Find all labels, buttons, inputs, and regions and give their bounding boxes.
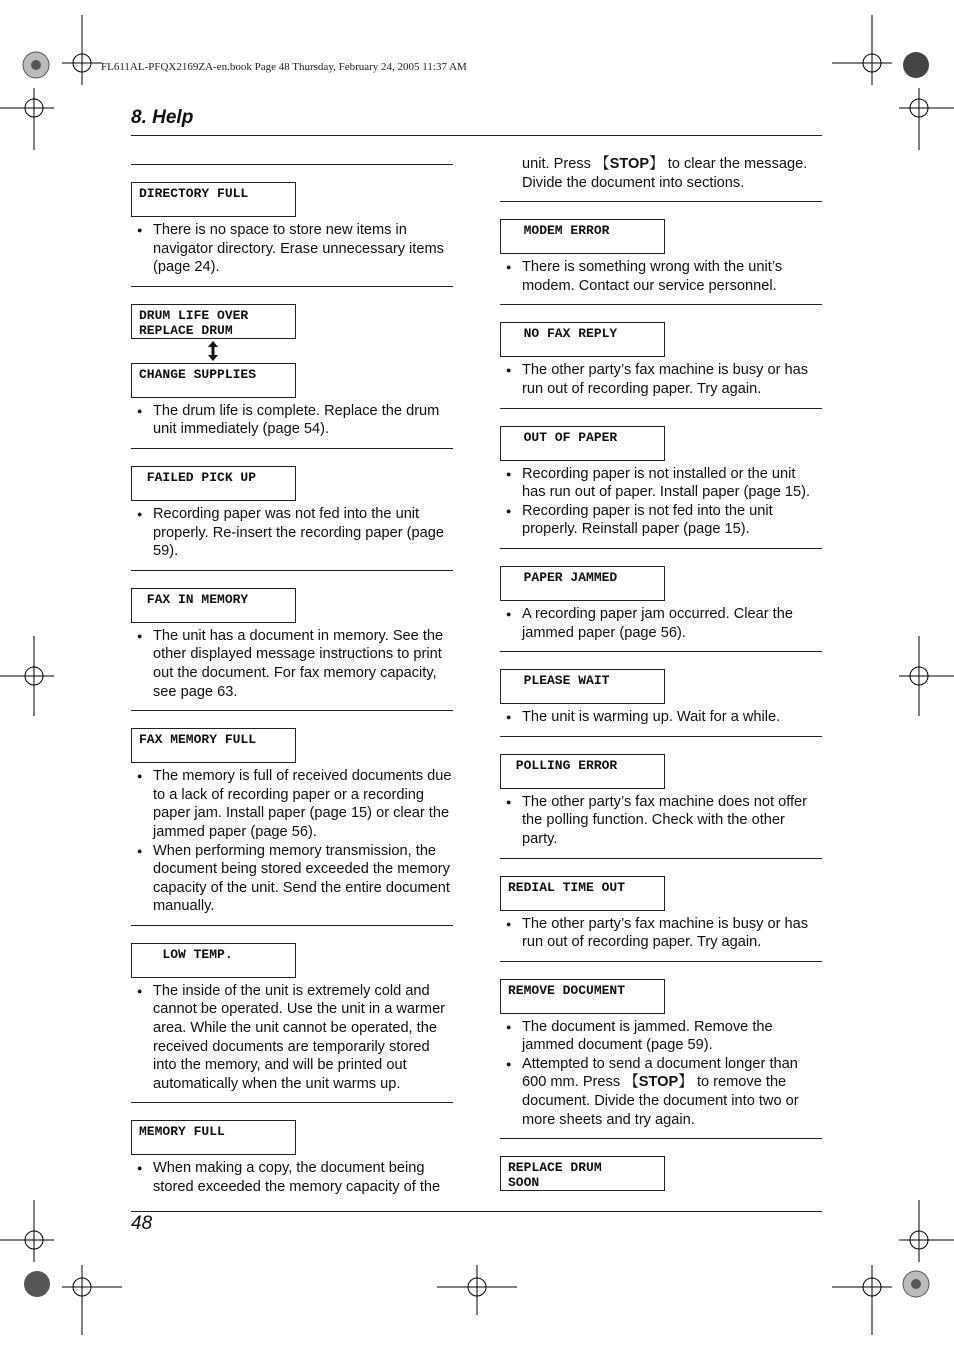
- list-item: ● A recording paper jam occurred. Clear the jammed paper (page 56).: [500, 605, 822, 642]
- bullet-list: [500, 361, 822, 398]
- separator: [500, 1138, 822, 1139]
- right-column: [500, 155, 822, 1191]
- separator: [131, 925, 453, 926]
- crosshair-icon: [832, 15, 892, 85]
- display-message: NO FAX REPLY: [500, 322, 665, 357]
- rosette-icon: [903, 1271, 929, 1297]
- bullet-list: [500, 605, 822, 642]
- list-item: ● The other party’s fax machine is busy or has run out of recording paper. Try again.: [500, 915, 822, 952]
- bullet-list: [500, 793, 822, 849]
- list-item: ● There is no space to store new items in navigator directory. Erase unnecessary items (page 24).: [131, 221, 453, 277]
- bullet-list: [131, 627, 453, 701]
- section-title: 8. Help: [131, 107, 194, 128]
- rosette-icon: [903, 52, 929, 78]
- footer-rule: [131, 1211, 822, 1212]
- text: to remove the document. Divide the document into two or more sheets and try again.: [522, 1074, 799, 1128]
- display-message: POLLING ERROR: [500, 754, 665, 789]
- display-message: DIRECTORY FULL: [131, 182, 296, 217]
- display-message: REPLACE DRUM SOON: [500, 1156, 665, 1191]
- separator: [131, 448, 453, 449]
- separator: [131, 164, 453, 165]
- up-down-arrow-icon: [206, 341, 220, 361]
- bullet-list: [131, 505, 453, 561]
- separator: [500, 961, 822, 962]
- list-item: ● There is something wrong with the unit’s modem. Contact our service personnel.: [500, 258, 822, 295]
- page-number: 48: [131, 1213, 153, 1234]
- rosette-icon: [23, 52, 49, 78]
- list-item: ● Recording paper was not fed into the unit properly. Re-insert the recording paper (page 59).: [131, 505, 453, 561]
- separator: [500, 304, 822, 305]
- separator: [131, 710, 453, 711]
- display-message: FAILED PICK UP: [131, 466, 296, 501]
- bullet-list: [500, 258, 822, 295]
- separator: [500, 548, 822, 549]
- stop-key-label: 【 STOP 】: [624, 1074, 693, 1090]
- rosette-icon: [24, 1271, 50, 1297]
- separator: [131, 1102, 453, 1103]
- list-item: [500, 1055, 822, 1129]
- separator: [131, 286, 453, 287]
- bullet-list: [500, 708, 822, 727]
- display-message: REDIAL TIME OUT: [500, 876, 665, 911]
- separator: [131, 570, 453, 571]
- crosshair-icon: [0, 88, 54, 150]
- display-message: OUT OF PAPER: [500, 426, 665, 461]
- text: unit. Press: [522, 156, 595, 172]
- list-item: ● The inside of the unit is extremely cold and cannot be operated. Use the unit in a warmer area. While the unit cannot be operated, the received documents are temporarily stored into the memory, and will be printed out automatically when the unit warms up.: [131, 982, 453, 1094]
- display-message: DRUM LIFE OVER REPLACE DRUM: [131, 304, 296, 339]
- list-item: ● The unit has a document in memory. See the other displayed message instructions to print out the document. For fax memory capacity, see page 63.: [131, 627, 453, 701]
- display-message: LOW TEMP.: [131, 943, 296, 978]
- stop-key-label: 【 STOP 】: [595, 156, 664, 172]
- display-message: MEMORY FULL: [131, 1120, 296, 1155]
- crosshair-icon: [832, 1265, 892, 1335]
- display-message: REMOVE DOCUMENT: [500, 979, 665, 1014]
- bullet-list: [131, 221, 453, 277]
- crosshair-icon: [899, 1200, 954, 1262]
- bullet-list: [131, 982, 453, 1094]
- left-column: [131, 155, 453, 1197]
- crosshair-icon: [62, 15, 102, 85]
- crosshair-icon: [62, 1265, 122, 1335]
- list-item: ● Recording paper is not fed into the unit properly. Reinstall paper (page 15).: [500, 502, 822, 539]
- crosshair-icon: [437, 1265, 517, 1315]
- display-message: MODEM ERROR: [500, 219, 665, 254]
- separator: [500, 651, 822, 652]
- list-item: ● When making a copy, the document being stored exceeded the memory capacity of the: [131, 1159, 453, 1196]
- bullet-list: [500, 915, 822, 952]
- display-message: FAX IN MEMORY: [131, 588, 296, 623]
- crosshair-icon: [0, 1200, 54, 1262]
- bullet-list: [131, 1159, 453, 1196]
- text: to clear the message. Divide the document into sections.: [522, 156, 808, 191]
- crosshair-icon: [899, 88, 954, 150]
- display-message: CHANGE SUPPLIES: [131, 363, 296, 398]
- bullet-list: [500, 465, 822, 539]
- list-item: ● The unit is warming up. Wait for a while.: [500, 708, 822, 727]
- bullet-list: [131, 767, 453, 916]
- list-item: ● The memory is full of received documents due to a lack of recording paper or a recording paper jam. Install paper (page 15) or clear the jammed paper (page 56).: [131, 767, 453, 841]
- list-item: ● The document is jammed. Remove the jammed document (page 59).: [500, 1018, 822, 1055]
- display-message: PAPER JAMMED: [500, 566, 665, 601]
- text: Attempted to send a document longer than 600 mm. Press: [522, 1055, 798, 1091]
- bullet-list: [131, 402, 453, 439]
- display-message: FAX MEMORY FULL: [131, 728, 296, 763]
- list-item: ● The other party’s fax machine does not offer the polling function. Check with the other party.: [500, 793, 822, 849]
- list-item: ● Recording paper is not installed or the unit has run out of paper. Install paper (page 15).: [500, 465, 822, 502]
- file-header: FL611AL-PFQX2169ZA-en.book Page 48 Thursday, February 24, 2005 11:37 AM: [101, 61, 467, 73]
- display-message: PLEASE WAIT: [500, 669, 665, 704]
- header-rule: [131, 135, 822, 136]
- separator: [500, 408, 822, 409]
- separator: [500, 736, 822, 737]
- bullet-list: [500, 1018, 822, 1130]
- list-item: ● When performing memory transmission, the document being stored exceeded the memory capacity of the unit. Send the entire document manually.: [131, 842, 453, 916]
- separator: [500, 201, 822, 202]
- list-item: ● The drum life is complete. Replace the drum unit immediately (page 54).: [131, 402, 453, 439]
- crosshair-icon: [0, 636, 54, 716]
- separator: [500, 858, 822, 859]
- continued-text: [500, 155, 822, 192]
- list-item: ● The other party’s fax machine is busy or has run out of recording paper. Try again.: [500, 361, 822, 398]
- crosshair-icon: [899, 636, 954, 716]
